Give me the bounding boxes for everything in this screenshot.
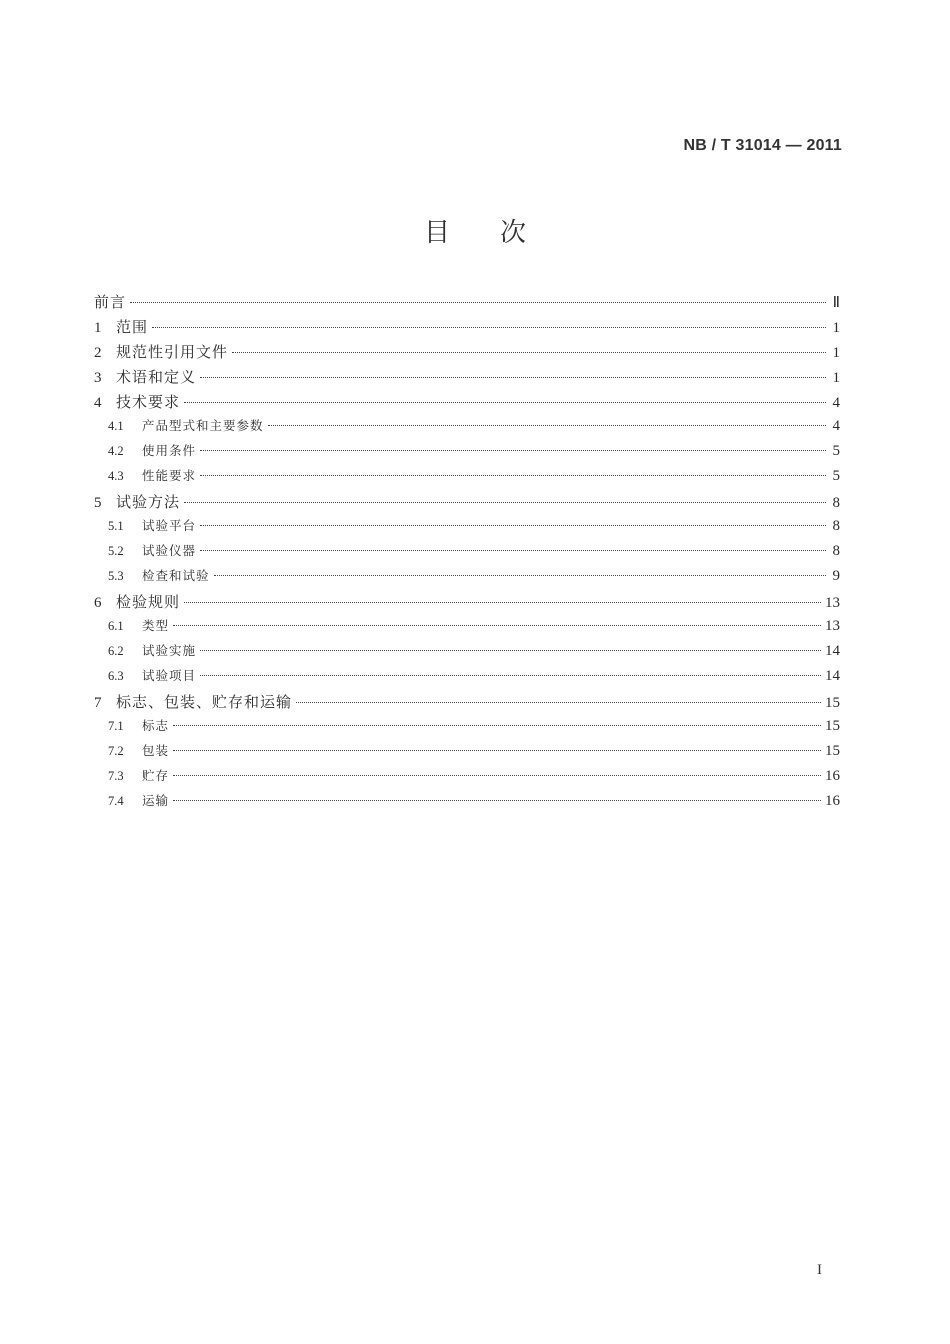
toc-entry[interactable] (94, 466, 840, 491)
toc-entry[interactable] (94, 666, 840, 691)
toc-dot-leader (173, 725, 821, 726)
toc-entry-page: 14 (825, 643, 840, 659)
toc-entry-number: 7.1 (108, 719, 124, 733)
toc-entry-page: 8 (832, 518, 840, 534)
toc-entry-label: 贮存 (142, 768, 170, 783)
toc-entry-number: 4 (94, 395, 102, 411)
toc-dot-leader (200, 450, 826, 451)
toc-entry-page: 9 (832, 568, 840, 584)
page-number: I (817, 1262, 822, 1278)
toc-entry-page: 13 (825, 618, 840, 634)
toc-entry[interactable] (94, 566, 840, 591)
toc-dot-leader (130, 302, 826, 303)
toc-entry[interactable] (94, 616, 840, 641)
toc-entry-label: 运输 (142, 793, 170, 808)
toc-entry-number: 2 (94, 345, 102, 361)
toc-entry-number: 6.1 (108, 619, 124, 633)
toc-entry-label: 技术要求 (116, 393, 181, 411)
toc-entry-label: 检查和试验 (142, 568, 210, 583)
toc-dot-leader (173, 775, 821, 776)
standard-code: NB / T 31014 — 2011 (683, 137, 842, 154)
toc-entry-label: 术语和定义 (116, 368, 197, 386)
toc-entry-number: 6 (94, 595, 102, 611)
toc-entry-page: 8 (832, 495, 840, 511)
toc-entry-label: 性能要求 (142, 468, 197, 483)
toc-entry[interactable] (94, 641, 840, 666)
toc-entry-label: 标志、包装、贮存和运输 (116, 693, 293, 711)
toc-entry-page: 16 (825, 793, 840, 809)
toc-entry[interactable] (94, 591, 840, 616)
toc-entry-number: 4.2 (108, 444, 124, 458)
toc-dot-leader (184, 502, 826, 503)
toc-dot-leader (152, 327, 826, 328)
toc-entry[interactable] (94, 316, 840, 341)
toc-dot-leader (268, 425, 826, 426)
toc-dot-leader (232, 352, 826, 353)
toc-entry-page: 8 (832, 543, 840, 559)
toc-entry-label: 类型 (142, 618, 170, 633)
toc-entry[interactable] (94, 716, 840, 741)
toc-dot-leader (184, 402, 826, 403)
toc-entry-label: 包装 (142, 743, 170, 758)
toc-entry-page: 15 (825, 718, 840, 734)
toc-dot-leader (200, 675, 821, 676)
toc-entry-page: 13 (825, 595, 840, 611)
toc-entry-label: 试验方法 (116, 493, 181, 511)
toc-entry-number: 6.3 (108, 669, 124, 683)
toc-entry-label: 试验项目 (142, 668, 197, 683)
toc-entry-number: 4.3 (108, 469, 124, 483)
toc-entry-page: 5 (832, 443, 840, 459)
toc-entry-number: 5.1 (108, 519, 124, 533)
toc-dot-leader (200, 650, 821, 651)
toc-entry-number: 5.2 (108, 544, 124, 558)
toc-dot-leader (296, 702, 821, 703)
table-of-contents (94, 291, 840, 816)
toc-dot-leader (173, 800, 821, 801)
toc-title: 目次 (423, 218, 576, 248)
toc-entry-number: 7.2 (108, 744, 124, 758)
toc-dot-leader (200, 377, 826, 378)
toc-entry-page: 4 (832, 395, 840, 411)
toc-entry-number: 1 (94, 320, 102, 336)
toc-entry-label: 试验平台 (142, 518, 197, 533)
toc-entry-page: 14 (825, 668, 840, 684)
toc-entry-number: 7 (94, 695, 102, 711)
toc-entry[interactable] (94, 341, 840, 366)
toc-entry-number: 6.2 (108, 644, 124, 658)
toc-entry[interactable] (94, 691, 840, 716)
toc-entry-page: 15 (825, 743, 840, 759)
toc-dot-leader (200, 525, 826, 526)
toc-entry[interactable] (94, 291, 840, 316)
toc-entry-label: 标志 (142, 718, 170, 733)
toc-entry-page: 4 (832, 418, 840, 434)
toc-entry[interactable] (94, 766, 840, 791)
toc-entry-number: 5.3 (108, 569, 124, 583)
toc-entry-page: 1 (832, 370, 840, 386)
toc-entry-number: 4.1 (108, 419, 124, 433)
toc-entry-number: 7.4 (108, 794, 124, 808)
toc-entry-number: 7.3 (108, 769, 124, 783)
toc-entry-label: 使用条件 (142, 443, 197, 458)
toc-entry-number: 5 (94, 495, 102, 511)
toc-entry-page: 15 (825, 695, 840, 711)
toc-entry[interactable] (94, 441, 840, 466)
toc-entry-label: 试验仪器 (142, 543, 197, 558)
toc-entry[interactable] (94, 741, 840, 766)
toc-entry-label: 试验实施 (142, 643, 197, 658)
toc-dot-leader (200, 550, 826, 551)
toc-entry-label: 规范性引用文件 (116, 343, 229, 361)
toc-dot-leader (214, 575, 826, 576)
toc-entry-label: 范围 (116, 318, 149, 336)
toc-entry-label: 检验规则 (116, 593, 181, 611)
toc-dot-leader (200, 475, 826, 476)
toc-entry[interactable] (94, 516, 840, 541)
toc-entry[interactable] (94, 491, 840, 516)
toc-entry-number: 3 (94, 370, 102, 386)
toc-entry-label: 产品型式和主要参数 (142, 418, 264, 433)
toc-entry-page: 1 (832, 320, 840, 336)
toc-dot-leader (184, 602, 821, 603)
toc-entry-label: 前言 (94, 293, 127, 311)
toc-entry-page: Ⅱ (832, 295, 840, 311)
toc-entry[interactable] (94, 366, 840, 391)
toc-entry[interactable] (94, 416, 840, 441)
toc-entry[interactable] (94, 791, 840, 816)
toc-entry-page: 5 (832, 468, 840, 484)
toc-entry-page: 1 (832, 345, 840, 361)
toc-dot-leader (173, 750, 821, 751)
toc-entry-page: 16 (825, 768, 840, 784)
toc-dot-leader (173, 625, 821, 626)
toc-entry[interactable] (94, 541, 840, 566)
toc-entry[interactable] (94, 391, 840, 416)
